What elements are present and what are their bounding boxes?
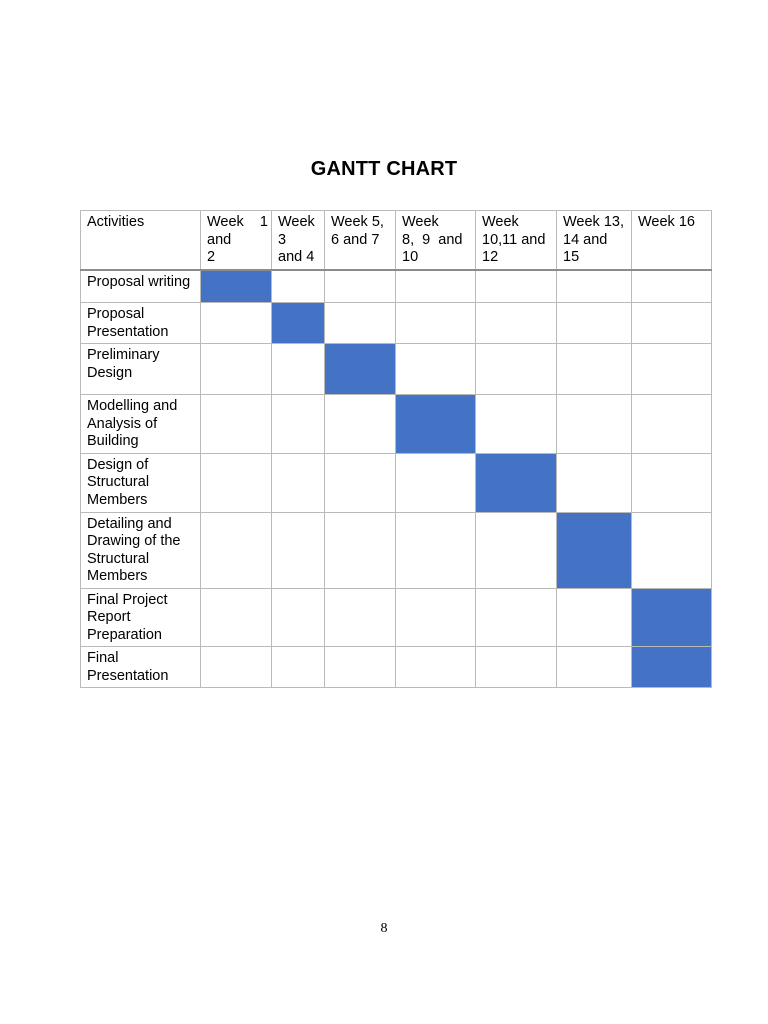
gantt-row xyxy=(81,303,712,344)
gantt-cell xyxy=(272,647,325,688)
gantt-cell xyxy=(272,512,325,588)
gantt-cell xyxy=(201,588,272,647)
activity-label: Final Presentation xyxy=(81,647,201,688)
gantt-cell xyxy=(396,453,476,512)
activity-label: Design of Structural Members xyxy=(81,453,201,512)
page-number: 8 xyxy=(380,921,388,936)
header-week-8-10: Week 8, 9 and 10 xyxy=(396,211,476,270)
header-activities: Activities xyxy=(81,211,201,270)
gantt-body xyxy=(81,270,712,688)
gantt-cell xyxy=(325,453,396,512)
gantt-cell xyxy=(476,270,557,303)
gantt-bar xyxy=(632,588,712,647)
gantt-cell xyxy=(557,270,632,303)
gantt-cell xyxy=(396,270,476,303)
gantt-cell xyxy=(557,647,632,688)
gantt-row xyxy=(81,395,712,454)
gantt-cell xyxy=(557,303,632,344)
gantt-cell xyxy=(201,395,272,454)
gantt-cell xyxy=(557,453,632,512)
gantt-cell xyxy=(557,395,632,454)
header-week-13-15: Week 13, 14 and 15 xyxy=(557,211,632,270)
gantt-cell xyxy=(476,344,557,395)
gantt-cell xyxy=(272,270,325,303)
page-title: GANTT CHART xyxy=(310,158,458,180)
header-row xyxy=(81,211,712,270)
gantt-cell xyxy=(632,344,712,395)
gantt-cell xyxy=(396,647,476,688)
activity-label: Proposal Presentation xyxy=(81,303,201,344)
gantt-cell xyxy=(325,588,396,647)
gantt-cell xyxy=(201,512,272,588)
gantt-row xyxy=(81,588,712,647)
gantt-cell xyxy=(272,453,325,512)
gantt-cell xyxy=(632,512,712,588)
activity-label: Preliminary Design xyxy=(81,344,201,395)
gantt-cell xyxy=(476,647,557,688)
gantt-bar xyxy=(557,512,632,588)
gantt-bar xyxy=(476,453,557,512)
gantt-bar xyxy=(632,647,712,688)
gantt-cell xyxy=(632,395,712,454)
gantt-cell xyxy=(557,344,632,395)
gantt-cell xyxy=(396,588,476,647)
gantt-row xyxy=(81,344,712,395)
header-week-3-4: Week 3 and 4 xyxy=(272,211,325,270)
gantt-cell xyxy=(476,395,557,454)
gantt-cell xyxy=(632,270,712,303)
activity-label: Detailing and Drawing of the Structural Members xyxy=(81,512,201,588)
gantt-cell xyxy=(201,647,272,688)
gantt-cell xyxy=(325,270,396,303)
gantt-cell xyxy=(325,303,396,344)
gantt-cell xyxy=(396,344,476,395)
gantt-cell xyxy=(632,453,712,512)
activity-label: Modelling and Analysis of Building xyxy=(81,395,201,454)
header-week-10-12: Week 10,11 and 12 xyxy=(476,211,557,270)
gantt-cell xyxy=(396,303,476,344)
gantt-cell xyxy=(201,453,272,512)
gantt-table xyxy=(80,210,712,688)
gantt-cell xyxy=(201,344,272,395)
header-week-1-2: Week 1 and 2 xyxy=(201,211,272,270)
activity-label: Final Project Report Preparation xyxy=(81,588,201,647)
gantt-cell xyxy=(396,512,476,588)
gantt-row xyxy=(81,453,712,512)
gantt-cell xyxy=(476,588,557,647)
gantt-bar xyxy=(272,303,325,344)
gantt-cell xyxy=(201,303,272,344)
gantt-cell xyxy=(325,395,396,454)
gantt-cell xyxy=(557,588,632,647)
gantt-cell xyxy=(325,512,396,588)
gantt-bar xyxy=(325,344,396,395)
gantt-row xyxy=(81,647,712,688)
gantt-cell xyxy=(476,303,557,344)
gantt-cell xyxy=(272,588,325,647)
gantt-cell xyxy=(325,647,396,688)
gantt-cell xyxy=(632,303,712,344)
gantt-row xyxy=(81,512,712,588)
gantt-cell xyxy=(272,395,325,454)
activity-label: Proposal writing xyxy=(81,270,201,303)
gantt-bar xyxy=(396,395,476,454)
gantt-cell xyxy=(272,344,325,395)
header-week-16: Week 16 xyxy=(632,211,712,270)
gantt-cell xyxy=(476,512,557,588)
gantt-bar xyxy=(201,270,272,303)
gantt-row xyxy=(81,270,712,303)
header-week-5-7: Week 5, 6 and 7 xyxy=(325,211,396,270)
